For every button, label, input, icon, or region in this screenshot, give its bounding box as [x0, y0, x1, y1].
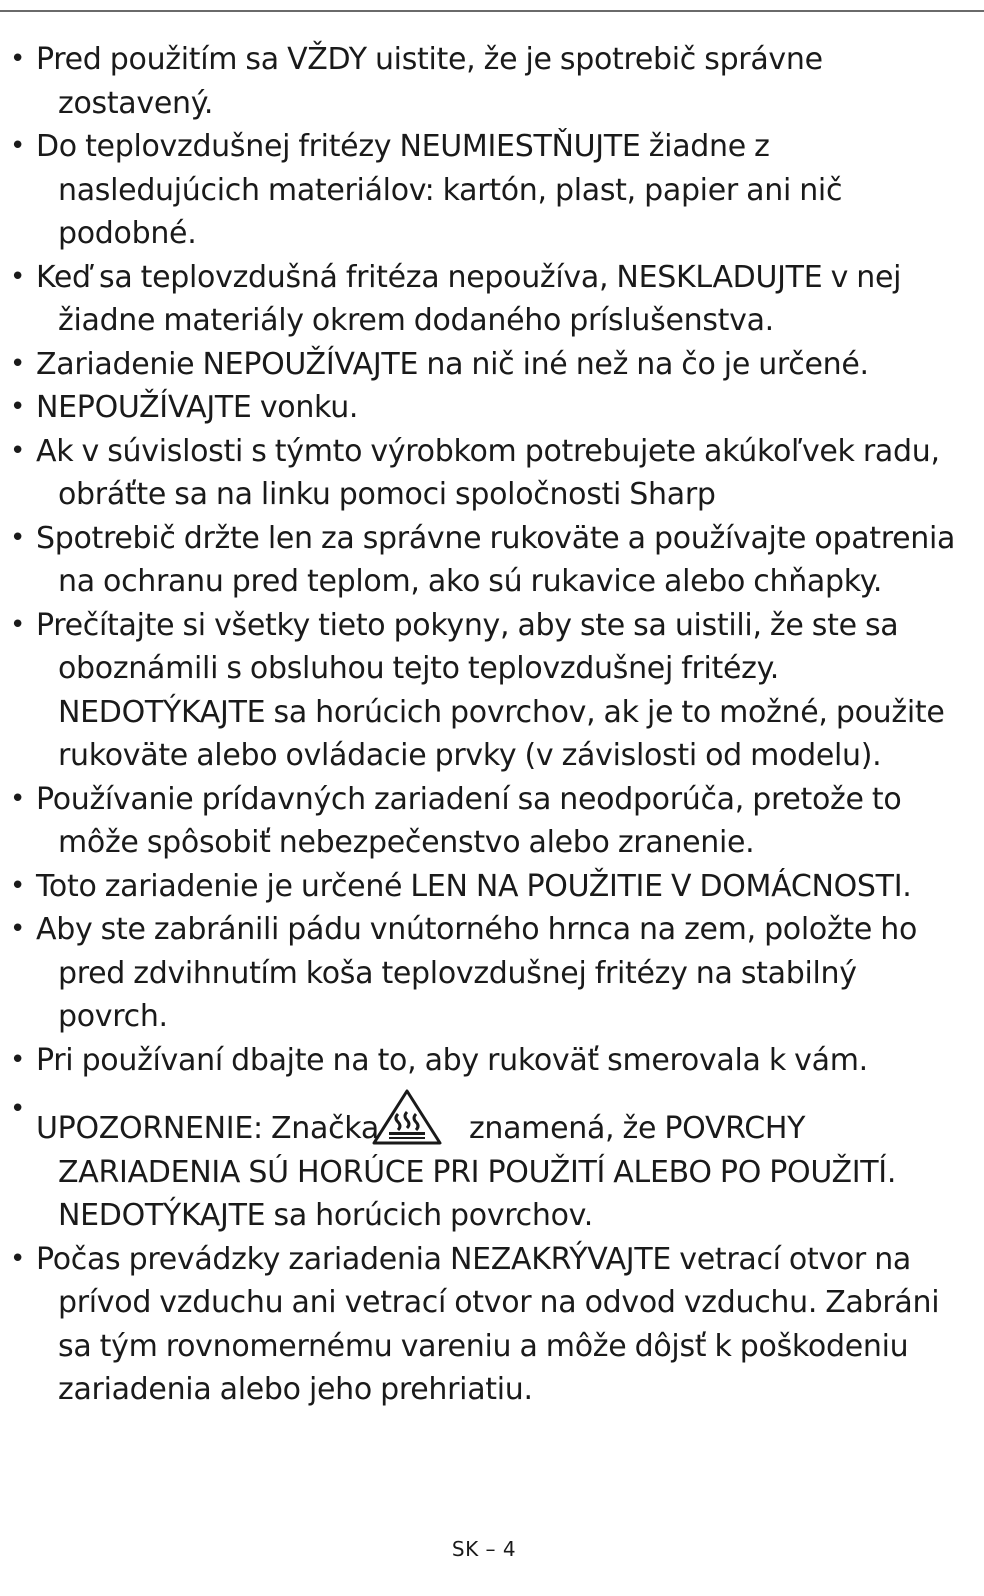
- list-item-text: Počas prevádzky zariadenia NEZAKRÝVAJTE vetrací otvor na prívod vzduchu ani vetrací otvor na odvod vzduchu. Zabráni sa tým rovnomernému vareniu a môže dôjsť k poškodeniu zariadenia alebo jeho prehriatiu.: [36, 1241, 940, 1407]
- list-item: [0, 256, 984, 343]
- bullet-icon: •: [10, 44, 26, 74]
- list-item: [0, 1238, 984, 1412]
- list-item: [0, 343, 984, 387]
- bullet-icon: •: [10, 522, 26, 553]
- bullet-icon: •: [10, 1044, 26, 1075]
- warning-text: [36, 1088, 970, 1238]
- bullet-icon: •: [10, 392, 26, 422]
- safety-instructions-list: [0, 38, 984, 1412]
- warning-text-before: UPOZORNENIE: Značka: [36, 1111, 379, 1146]
- bullet-icon: •: [10, 348, 26, 379]
- list-item-text: Pri používaní dbajte na to, aby rukoväť smerovala k vám.: [36, 1042, 868, 1078]
- list-item-text: Ak v súvislosti s týmto výrobkom potrebujete akúkoľvek radu, obráťte sa na linku pomoci spoločnosti Sharp: [36, 433, 940, 512]
- bullet-icon: •: [10, 1243, 26, 1274]
- bullet-icon: •: [10, 914, 26, 944]
- list-item-text: Do teplovzdušnej fritézy NEUMIESTŇUJTE žiadne z nasledujúcich materiálov: kartón, plast, papier ani nič podobné.: [36, 129, 843, 251]
- bullet-icon: •: [10, 435, 26, 466]
- bullet-icon: •: [10, 783, 26, 814]
- list-item-text: Keď sa teplovzdušná fritéza nepoužíva, NESKLADUJTE v nej žiadne materiály okrem dodaného príslušenstva.: [36, 259, 902, 338]
- warning-list-item: [0, 1088, 984, 1238]
- list-item-text: NEPOUŽÍVAJTE vonku.: [36, 390, 359, 425]
- list-item: [0, 908, 984, 1039]
- list-item: [0, 865, 984, 909]
- list-item: [0, 778, 984, 865]
- list-item-text: Pred použitím sa VŽDY uistite, že je spotrebič správne zostavený.: [36, 42, 823, 121]
- list-item: [0, 125, 984, 256]
- list-item: [0, 38, 984, 125]
- page-number: SK – 4: [451, 1537, 517, 1561]
- hot-surface-warning-icon: [393, 1088, 465, 1146]
- list-item: [0, 430, 984, 517]
- bullet-icon: •: [10, 1094, 26, 1124]
- list-item: [0, 604, 984, 778]
- list-item: [0, 517, 984, 604]
- list-item-text: Zariadenie NEPOUŽÍVAJTE na nič iné než na čo je určené.: [36, 346, 869, 382]
- list-item: [0, 1039, 984, 1083]
- warning-text-after: znamená, že POVRCHY ZARIADENIA SÚ HORÚCE PRI POUŽITÍ ALEBO PO POUŽITÍ. NEDOTÝKAJTE sa horúcich povrchov.: [58, 1111, 897, 1233]
- list-item-text: Spotrebič držte len za správne rukoväte a používajte opatrenia na ochranu pred teplom, ako sú rukavice alebo chňapky.: [36, 520, 956, 599]
- bullet-icon: •: [10, 609, 26, 640]
- bullet-icon: •: [10, 261, 26, 292]
- list-item-text: Používanie prídavných zariadení sa neodporúča, pretože to môže spôsobiť nebezpečenstvo alebo zranenie.: [36, 781, 902, 860]
- bullet-icon: •: [10, 870, 26, 901]
- list-item-text: Aby ste zabránili pádu vnútorného hrnca na zem, položte ho pred zdvihnutím koša teplovzdušnej fritézy na stabilný povrch.: [36, 912, 918, 1034]
- bullet-icon: •: [10, 131, 26, 161]
- top-divider: [0, 10, 984, 12]
- list-item: [0, 386, 984, 430]
- list-item-text: Prečítajte si všetky tieto pokyny, aby ste sa uistili, že ste sa oboznámili s obsluhou tejto teplovzdušnej fritézy. NEDOTÝKAJTE sa horúcich povrchov, ak je to možné, použite rukoväte alebo ovládacie prvky (v závislosti od modelu).: [36, 607, 945, 773]
- list-item-text: Toto zariadenie je určené LEN NA POUŽITIE V DOMÁCNOSTI.: [36, 868, 912, 904]
